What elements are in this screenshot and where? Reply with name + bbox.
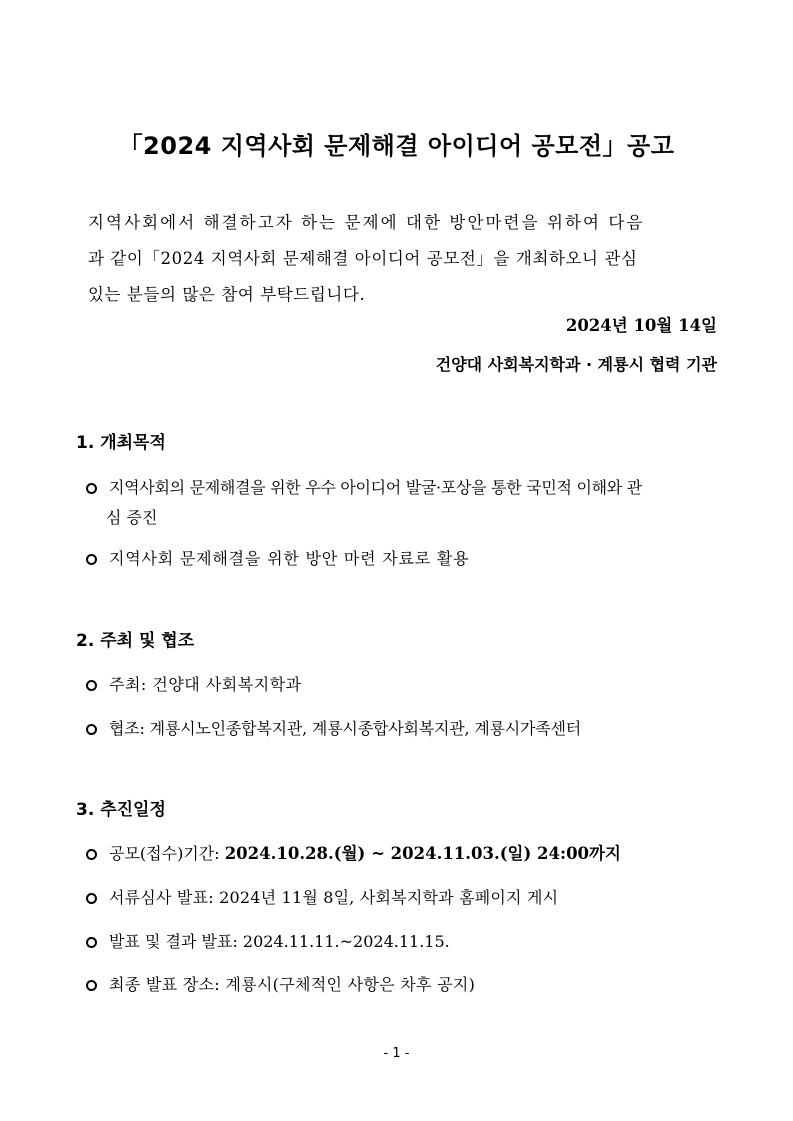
- list-item-text: 주최: 건양대 사회복지학과: [109, 675, 302, 694]
- section-heading: 3. 추진일정: [76, 800, 166, 820]
- list-item-text: 서류심사 발표: 2024년 11월 8일, 사회복지학과 홈페이지 게시: [109, 888, 559, 907]
- intro-line: 지역사회에서 해결하고자 하는 문제에 대한 방안마련을 위하여 다음: [88, 213, 645, 232]
- circle-bullet-icon: [86, 483, 97, 494]
- list-item-text: 심 증진: [106, 508, 158, 527]
- list-item-text: 지역사회의 문제해결을 위한 우수 아이디어 발굴·포상을 통한 국민적 이해와 관: [109, 478, 642, 497]
- intro-line: 과 같이「2024 지역사회 문제해결 아이디어 공모전」을 개최하오니 관심: [88, 249, 638, 268]
- section-heading: 2. 주최 및 협조: [76, 631, 195, 651]
- page-title: 「2024 지역사회 문제해결 아이디어 공모전」공고: [118, 132, 675, 160]
- circle-bullet-icon: [86, 893, 97, 904]
- list-item-text: 협조: 계룡시노인종합복지관, 계룡시종합사회복지관, 계룡시가족센터: [109, 719, 582, 738]
- list-item: [86, 970, 720, 1000]
- list-item-text: 최종 발표 장소: 계룡시(구체적인 사항은 차후 공지): [109, 975, 476, 994]
- list-item: [86, 883, 720, 913]
- circle-bullet-icon: [86, 554, 97, 565]
- intro-paragraph: [88, 205, 718, 313]
- list-item-label: 공모(접수)기간:: [109, 844, 225, 863]
- circle-bullet-icon: [86, 680, 97, 691]
- circle-bullet-icon: [86, 849, 97, 860]
- list-item: [86, 927, 720, 957]
- intro-line: 있는 분들의 많은 참여 부탁드립니다.: [88, 285, 366, 304]
- list-item-text: 지역사회 문제해결을 위한 방안 마련 자료로 활용: [109, 549, 470, 568]
- page-number: - 1 -: [383, 1046, 410, 1061]
- list-item: [86, 714, 720, 744]
- application-period: 2024.10.28.(월) ~ 2024.11.03.(일) 24:00까지: [224, 844, 621, 863]
- announcement-date: 2024년 10월 14일: [565, 316, 717, 335]
- organization-name: 건양대 사회복지학과 · 계룡시 협력 기관: [435, 355, 717, 374]
- list-item: [86, 544, 720, 574]
- list-item-text: 발표 및 결과 발표: 2024.11.11.~2024.11.15.: [109, 932, 450, 951]
- circle-bullet-icon: [86, 937, 97, 948]
- list-item: [86, 839, 720, 869]
- section-heading: 1. 개최목적: [76, 433, 166, 453]
- circle-bullet-icon: [86, 980, 97, 991]
- list-item: [86, 670, 720, 700]
- circle-bullet-icon: [86, 724, 97, 735]
- list-item: [86, 473, 720, 533]
